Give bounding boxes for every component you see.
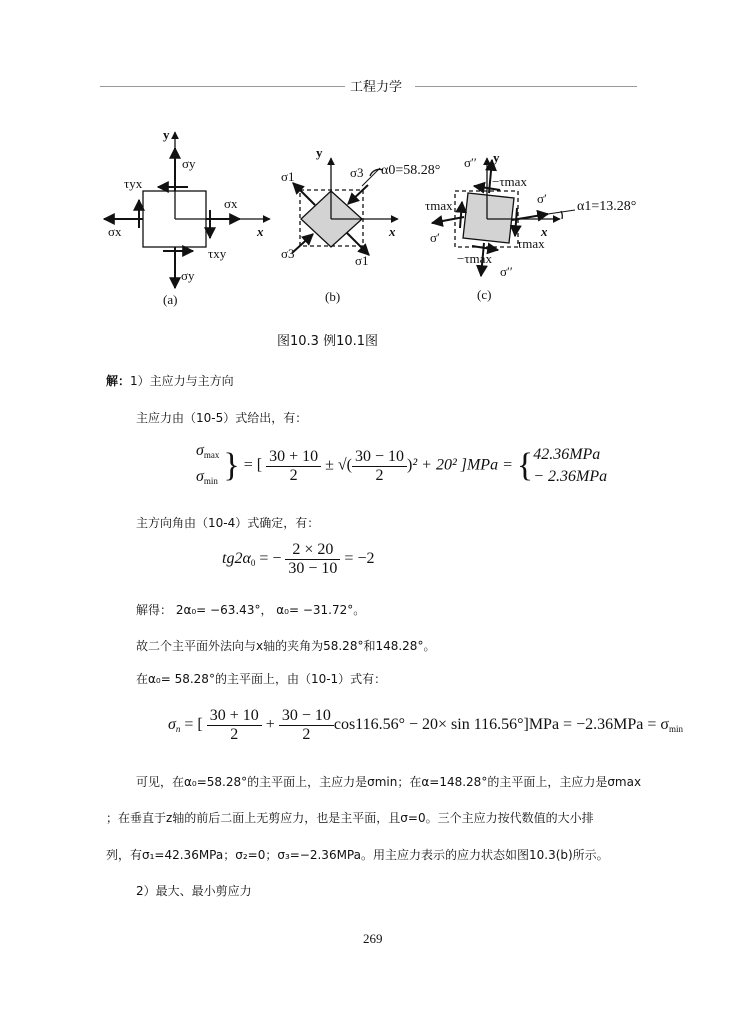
running-header: 工程力学 — [350, 80, 403, 95]
page-number: 269 — [363, 931, 383, 946]
stress-figure — [0, 0, 746, 320]
a-tau-xy: τxy — [208, 246, 227, 261]
equation-principal-angle — [222, 541, 374, 578]
c-tmax-neg-bottom: −τmax — [457, 251, 492, 266]
c-y-label: y — [493, 150, 500, 165]
paragraph-line4: 故二个主平面外法向与x轴的夹角为58.28°和148.28°。 — [136, 639, 436, 653]
paragraph-1-line-c: 列，有σ₁=42.36MPa；σ₂=0；σ₃=−2.36MPa。用主应力表示的应力状态如图10.3(b)所示。 — [106, 848, 609, 862]
eq1-den2: 2 — [375, 466, 384, 484]
tau-left-arrow-c — [460, 202, 462, 228]
normal-line-b — [362, 168, 380, 186]
a-tau-yx: τyx — [124, 176, 143, 191]
b-angle: α0=58.28° — [381, 163, 441, 178]
eq1-val1: 42.36MPa — [533, 446, 601, 463]
sigma1-bottom-arrow — [347, 233, 369, 255]
b-s1-bottom: σ1 — [355, 253, 369, 268]
b-y-label: y — [316, 145, 323, 160]
a-caption: (a) — [163, 292, 178, 307]
eq1-rest: ² + 20² ]MPa = — [412, 456, 513, 474]
step1-title: 1）主应力与主方向 — [130, 374, 234, 388]
angle-arc-c — [561, 211, 562, 219]
b-caption: (b) — [325, 289, 341, 304]
equation-normal-stress: $\sigma_n$ = [ $\frac{30 + 10}{2}$ + $\frac{30 - 10}{2}$ $\cos 116.56^\circ - 20\times \sin 116.56^\circ]MPa = -2.36MPa = \sigma_{min}$ — [168, 707, 683, 743]
b-s1-top: σ1 — [281, 169, 295, 184]
eq3-sub: n — [175, 724, 181, 735]
figure-caption: 图10.3 例10.1图 — [277, 334, 379, 349]
a-sigma-x-right: σx — [224, 196, 238, 211]
eq1-min: min — [203, 476, 218, 486]
b-s3-bottom: σ3 — [281, 246, 295, 261]
paragraph-line2: 主方向角由（10-4）式确定，有： — [136, 516, 320, 530]
paragraph-line3: 解得： 2α₀= −63.43°， α₀= −31.72°。 — [136, 603, 366, 617]
sigma3-top-arrow — [348, 185, 368, 204]
eq2-den: 30 − 10 — [288, 560, 338, 577]
eq1-val2: − 2.36MPa — [533, 468, 608, 485]
sigmap-left-arrow — [432, 217, 464, 223]
c-angle: α1=13.28° — [577, 199, 637, 214]
solution-heading — [106, 372, 234, 389]
a-sigma-y-bottom: σy — [181, 268, 195, 283]
c-sp-right: σ′ — [537, 191, 547, 206]
sigma3-bottom-arrow — [292, 234, 313, 253]
c-sp-left: σ′ — [430, 230, 440, 245]
eq3-den1: 2 — [230, 726, 239, 743]
eq2-sub: 0 — [250, 558, 256, 569]
c-s2p-top: σ′′ — [464, 155, 477, 170]
tau-right-arrow-c — [515, 208, 517, 236]
step2-title: 2）最大、最小剪应力 — [136, 884, 252, 898]
eq1-num1: 30 + 10 — [266, 448, 321, 467]
solution-label: 解： — [106, 374, 131, 388]
eq2-rhs: = −2 — [344, 550, 375, 568]
a-y-label: y — [163, 127, 170, 142]
eq1-num2: 30 − 10 — [352, 448, 407, 467]
b-x-label: x — [389, 224, 396, 239]
b-s3-top: σ3 — [350, 165, 364, 180]
equation-principal-stress: $\sigma_{max}$ $\sigma_{min}$ } = [ $\frac{30 + 10}{2}$ ± √( $\frac{30 - 10}{2}$ )² + 20² ]MPa = {42.36MPa − 2.36MPa — [196, 442, 608, 486]
paragraph-1-line-b: ；在垂直于z轴的前后二面上无剪应力，也是主平面，且σ=0。三个主应力按代数值的大小排 — [106, 811, 594, 825]
eq2-num: 2 × 20 — [285, 541, 340, 560]
a-x-label: x — [257, 224, 264, 239]
eq3-lhs: σ — [168, 716, 176, 734]
eq2-eqs: = − — [259, 550, 282, 568]
c-x-label: x — [541, 224, 548, 239]
paragraph-1-line-a: 可见，在α₀=58.28°的主平面上，主应力是σmin；在α=148.28°的主平面上，主应力是σmax — [136, 775, 642, 789]
eq3-den2: 2 — [302, 726, 311, 743]
eq1-den1: 2 — [289, 466, 298, 484]
eq3-num2: 30 − 10 — [279, 707, 334, 726]
eq3-num1: 30 + 10 — [207, 707, 262, 726]
eq3-min: min — [668, 724, 683, 735]
a-sigma-x-left: σx — [108, 224, 122, 239]
a-sigma-y-top: σy — [182, 156, 196, 171]
paragraph-line5: 在α₀= 58.28°的主平面上，由（10-1）式有： — [136, 672, 387, 686]
c-tmax-neg-top: −τmax — [492, 174, 527, 189]
rotated-element-c — [463, 193, 514, 243]
paragraph-line1: 主应力由（10-5）式给出，有： — [136, 411, 308, 425]
c-tmax-right: τmax — [517, 236, 545, 251]
c-caption: (c) — [477, 287, 492, 302]
c-s2p-bottom: σ′′ — [500, 264, 513, 279]
eq1-max: max — [203, 450, 220, 460]
eq3-rest: cos116.56° − 20× sin 116.56°]MPa = −2.36MPa = σ — [333, 716, 669, 734]
eq2-lhs: tg2α — [222, 550, 251, 568]
sigma1-top-arrow — [293, 183, 315, 205]
c-tmax-left: τmax — [425, 198, 453, 213]
